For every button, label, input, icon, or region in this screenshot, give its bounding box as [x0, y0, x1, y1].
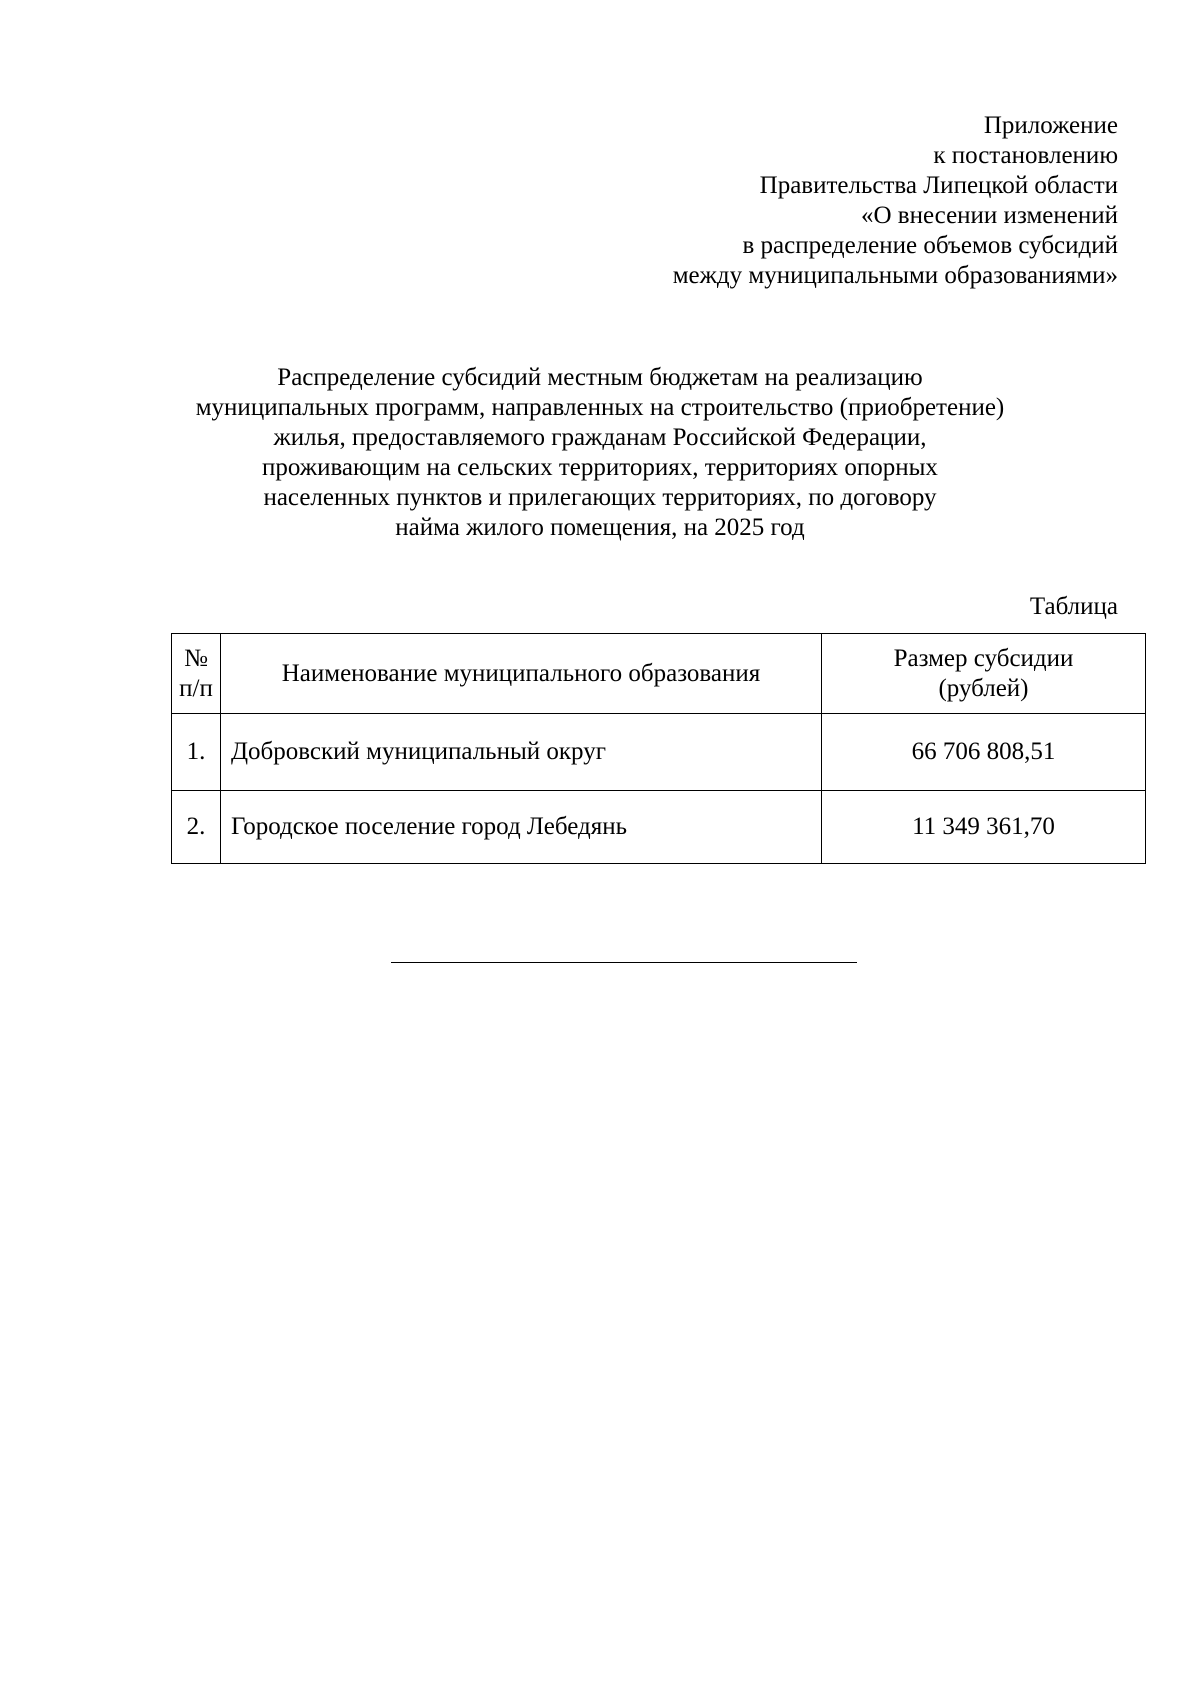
appendix-line: «О внесении изменений — [860, 202, 1118, 229]
header-name: Наименование муниципального образования — [221, 634, 822, 714]
table-caption: Таблица — [1029, 593, 1118, 620]
header-amount-line1: Размер субсидии — [893, 644, 1074, 672]
cell-amount: 66 706 808,51 — [822, 714, 1146, 791]
header-num — [172, 634, 221, 714]
title-line: населенных пунктов и прилегающих территориях, по договору — [263, 484, 937, 511]
header-num-line2: п/п — [179, 674, 213, 702]
header-num-line1: № — [184, 644, 208, 672]
title-line: муниципальных программ, направленных на строительство (приобретение) — [195, 394, 1005, 421]
title-line: проживающим на сельских территориях, территориях опорных — [262, 454, 938, 481]
cell-amount: 11 349 361,70 — [822, 791, 1146, 864]
title-line: жилья, предоставляемого гражданам Российской Федерации, — [273, 424, 927, 451]
table-row — [172, 714, 1146, 791]
appendix-line: между муниципальными образованиями» — [672, 262, 1118, 289]
cell-name: Добровский муниципальный округ — [221, 714, 822, 791]
table-header-row — [172, 634, 1146, 714]
appendix-line: к постановлению — [933, 142, 1118, 169]
title-line: Распределение субсидий местным бюджетам на реализацию — [277, 364, 923, 391]
appendix-line: Приложение — [983, 112, 1118, 139]
closing-rule-line — [391, 962, 857, 963]
cell-name: Городское поселение город Лебедянь — [221, 791, 822, 864]
header-amount — [822, 634, 1146, 714]
cell-num: 2. — [172, 791, 221, 864]
table-row — [172, 791, 1146, 864]
title-line: найма жилого помещения, на 2025 год — [395, 514, 805, 541]
appendix-line: в распределение объемов субсидий — [742, 232, 1118, 259]
subsidy-table — [171, 633, 1146, 864]
header-amount-line2: (рублей) — [938, 674, 1029, 702]
cell-num: 1. — [172, 714, 221, 791]
appendix-line: Правительства Липецкой области — [759, 172, 1118, 199]
appendix-block — [418, 111, 1118, 291]
document-title — [160, 363, 1040, 543]
